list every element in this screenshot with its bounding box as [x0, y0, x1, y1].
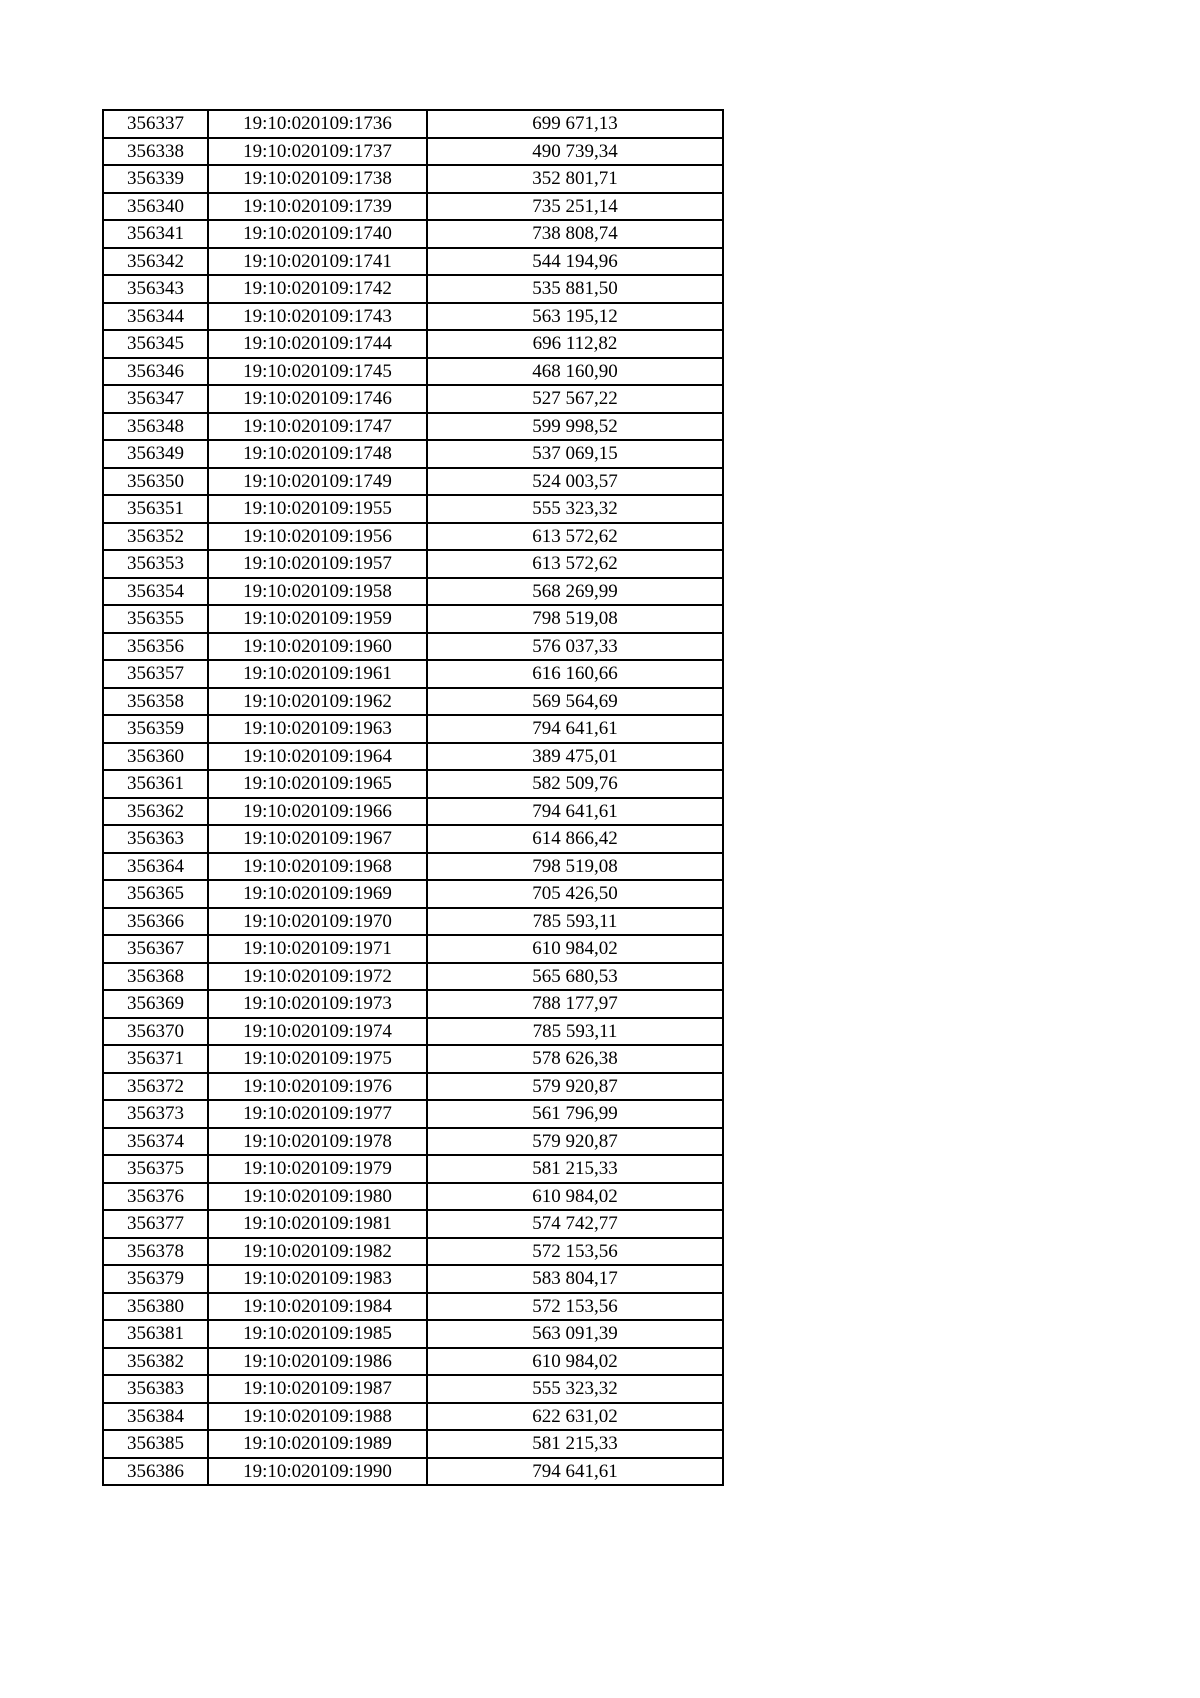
cell-value: 490 739,34 [427, 138, 723, 166]
table-row [103, 688, 723, 716]
cell-row-number: 356349 [103, 440, 208, 468]
cell-cadastral-number: 19:10:020109:1958 [208, 578, 427, 606]
cell-cadastral-number: 19:10:020109:1974 [208, 1018, 427, 1046]
cell-cadastral-number: 19:10:020109:1971 [208, 935, 427, 963]
table-row [103, 1293, 723, 1321]
cell-cadastral-number: 19:10:020109:1737 [208, 138, 427, 166]
cell-value: 563 091,39 [427, 1320, 723, 1348]
cell-value: 544 194,96 [427, 248, 723, 276]
table-row [103, 495, 723, 523]
cell-cadastral-number: 19:10:020109:1741 [208, 248, 427, 276]
cell-value: 798 519,08 [427, 605, 723, 633]
cell-value: 568 269,99 [427, 578, 723, 606]
cell-row-number: 356382 [103, 1348, 208, 1376]
cell-cadastral-number: 19:10:020109:1740 [208, 220, 427, 248]
cell-cadastral-number: 19:10:020109:1961 [208, 660, 427, 688]
cell-cadastral-number: 19:10:020109:1968 [208, 853, 427, 881]
cell-value: 352 801,71 [427, 165, 723, 193]
table-row [103, 413, 723, 441]
cell-cadastral-number: 19:10:020109:1743 [208, 303, 427, 331]
cell-value: 572 153,56 [427, 1238, 723, 1266]
cell-cadastral-number: 19:10:020109:1973 [208, 990, 427, 1018]
cell-row-number: 356342 [103, 248, 208, 276]
cell-row-number: 356356 [103, 633, 208, 661]
cell-row-number: 356350 [103, 468, 208, 496]
cell-value: 614 866,42 [427, 825, 723, 853]
cell-row-number: 356363 [103, 825, 208, 853]
cell-value: 579 920,87 [427, 1073, 723, 1101]
cell-cadastral-number: 19:10:020109:1744 [208, 330, 427, 358]
cell-row-number: 356371 [103, 1045, 208, 1073]
table-row [103, 770, 723, 798]
cell-cadastral-number: 19:10:020109:1962 [208, 688, 427, 716]
cell-row-number: 356378 [103, 1238, 208, 1266]
cell-row-number: 356360 [103, 743, 208, 771]
table-row [103, 1403, 723, 1431]
table-row [103, 275, 723, 303]
cell-row-number: 356343 [103, 275, 208, 303]
cell-cadastral-number: 19:10:020109:1742 [208, 275, 427, 303]
table-row [103, 1348, 723, 1376]
cell-value: 468 160,90 [427, 358, 723, 386]
cell-cadastral-number: 19:10:020109:1736 [208, 110, 427, 138]
cell-value: 555 323,32 [427, 1375, 723, 1403]
cell-row-number: 356364 [103, 853, 208, 881]
cell-value: 794 641,61 [427, 715, 723, 743]
cell-row-number: 356339 [103, 165, 208, 193]
cell-row-number: 356370 [103, 1018, 208, 1046]
cell-value: 524 003,57 [427, 468, 723, 496]
cell-cadastral-number: 19:10:020109:1989 [208, 1430, 427, 1458]
cell-row-number: 356374 [103, 1128, 208, 1156]
cell-row-number: 356338 [103, 138, 208, 166]
cell-value: 579 920,87 [427, 1128, 723, 1156]
table-row [103, 578, 723, 606]
cell-row-number: 356358 [103, 688, 208, 716]
table-row [103, 220, 723, 248]
cell-cadastral-number: 19:10:020109:1747 [208, 413, 427, 441]
table-row [103, 1100, 723, 1128]
cell-cadastral-number: 19:10:020109:1981 [208, 1210, 427, 1238]
cell-row-number: 356386 [103, 1458, 208, 1486]
cell-value: 616 160,66 [427, 660, 723, 688]
table-row [103, 303, 723, 331]
cell-cadastral-number: 19:10:020109:1960 [208, 633, 427, 661]
cell-row-number: 356351 [103, 495, 208, 523]
cell-value: 785 593,11 [427, 908, 723, 936]
data-table [102, 109, 724, 1486]
cell-row-number: 356348 [103, 413, 208, 441]
cell-value: 578 626,38 [427, 1045, 723, 1073]
cell-row-number: 356354 [103, 578, 208, 606]
cell-cadastral-number: 19:10:020109:1746 [208, 385, 427, 413]
cell-value: 563 195,12 [427, 303, 723, 331]
cell-cadastral-number: 19:10:020109:1984 [208, 1293, 427, 1321]
cell-value: 565 680,53 [427, 963, 723, 991]
cell-cadastral-number: 19:10:020109:1965 [208, 770, 427, 798]
cell-row-number: 356376 [103, 1183, 208, 1211]
table-row [103, 385, 723, 413]
table-row [103, 798, 723, 826]
cell-cadastral-number: 19:10:020109:1988 [208, 1403, 427, 1431]
cell-row-number: 356341 [103, 220, 208, 248]
cell-cadastral-number: 19:10:020109:1966 [208, 798, 427, 826]
cell-row-number: 356337 [103, 110, 208, 138]
cell-cadastral-number: 19:10:020109:1979 [208, 1155, 427, 1183]
cell-cadastral-number: 19:10:020109:1969 [208, 880, 427, 908]
cell-cadastral-number: 19:10:020109:1970 [208, 908, 427, 936]
cell-cadastral-number: 19:10:020109:1972 [208, 963, 427, 991]
cell-cadastral-number: 19:10:020109:1738 [208, 165, 427, 193]
cell-value: 622 631,02 [427, 1403, 723, 1431]
cell-cadastral-number: 19:10:020109:1985 [208, 1320, 427, 1348]
table-row [103, 715, 723, 743]
cell-row-number: 356368 [103, 963, 208, 991]
table-row [103, 165, 723, 193]
cell-value: 788 177,97 [427, 990, 723, 1018]
cell-row-number: 356380 [103, 1293, 208, 1321]
cell-value: 561 796,99 [427, 1100, 723, 1128]
cell-row-number: 356379 [103, 1265, 208, 1293]
cell-cadastral-number: 19:10:020109:1955 [208, 495, 427, 523]
cell-value: 798 519,08 [427, 853, 723, 881]
table-row [103, 880, 723, 908]
cell-cadastral-number: 19:10:020109:1963 [208, 715, 427, 743]
cell-value: 610 984,02 [427, 1348, 723, 1376]
cell-row-number: 356362 [103, 798, 208, 826]
cell-cadastral-number: 19:10:020109:1982 [208, 1238, 427, 1266]
cell-row-number: 356365 [103, 880, 208, 908]
cell-row-number: 356384 [103, 1403, 208, 1431]
cell-row-number: 356347 [103, 385, 208, 413]
cell-value: 576 037,33 [427, 633, 723, 661]
table-row [103, 193, 723, 221]
cell-value: 613 572,62 [427, 550, 723, 578]
cell-value: 581 215,33 [427, 1155, 723, 1183]
table-row [103, 1045, 723, 1073]
cell-value: 794 641,61 [427, 798, 723, 826]
table-row [103, 1155, 723, 1183]
table-row [103, 1375, 723, 1403]
cell-row-number: 356361 [103, 770, 208, 798]
cell-row-number: 356381 [103, 1320, 208, 1348]
table-row [103, 853, 723, 881]
table-row [103, 1018, 723, 1046]
cell-cadastral-number: 19:10:020109:1990 [208, 1458, 427, 1486]
cell-row-number: 356385 [103, 1430, 208, 1458]
cell-row-number: 356352 [103, 523, 208, 551]
cell-row-number: 356353 [103, 550, 208, 578]
table-row [103, 550, 723, 578]
cell-value: 569 564,69 [427, 688, 723, 716]
table-row [103, 1128, 723, 1156]
cell-value: 527 567,22 [427, 385, 723, 413]
table-body [103, 110, 723, 1485]
cell-cadastral-number: 19:10:020109:1959 [208, 605, 427, 633]
cell-value: 610 984,02 [427, 1183, 723, 1211]
cell-row-number: 356372 [103, 1073, 208, 1101]
cell-row-number: 356366 [103, 908, 208, 936]
table-row [103, 908, 723, 936]
table-row [103, 1238, 723, 1266]
cell-row-number: 356377 [103, 1210, 208, 1238]
table-row [103, 248, 723, 276]
cell-value: 705 426,50 [427, 880, 723, 908]
table-row [103, 523, 723, 551]
cell-value: 581 215,33 [427, 1430, 723, 1458]
table-row [103, 990, 723, 1018]
table-row [103, 440, 723, 468]
cell-value: 785 593,11 [427, 1018, 723, 1046]
cell-value: 794 641,61 [427, 1458, 723, 1486]
cell-value: 537 069,15 [427, 440, 723, 468]
cell-row-number: 356344 [103, 303, 208, 331]
cell-cadastral-number: 19:10:020109:1975 [208, 1045, 427, 1073]
cell-row-number: 356359 [103, 715, 208, 743]
table-row [103, 468, 723, 496]
cell-value: 389 475,01 [427, 743, 723, 771]
cell-cadastral-number: 19:10:020109:1748 [208, 440, 427, 468]
table-row [103, 605, 723, 633]
cell-cadastral-number: 19:10:020109:1749 [208, 468, 427, 496]
table-row [103, 1210, 723, 1238]
cell-cadastral-number: 19:10:020109:1983 [208, 1265, 427, 1293]
cell-cadastral-number: 19:10:020109:1967 [208, 825, 427, 853]
cell-cadastral-number: 19:10:020109:1957 [208, 550, 427, 578]
cell-value: 574 742,77 [427, 1210, 723, 1238]
cell-row-number: 356383 [103, 1375, 208, 1403]
cell-row-number: 356346 [103, 358, 208, 386]
table-row [103, 633, 723, 661]
cell-row-number: 356369 [103, 990, 208, 1018]
cell-cadastral-number: 19:10:020109:1956 [208, 523, 427, 551]
cell-cadastral-number: 19:10:020109:1978 [208, 1128, 427, 1156]
cell-cadastral-number: 19:10:020109:1977 [208, 1100, 427, 1128]
cell-value: 610 984,02 [427, 935, 723, 963]
cell-value: 735 251,14 [427, 193, 723, 221]
table-row [103, 1265, 723, 1293]
cell-row-number: 356373 [103, 1100, 208, 1128]
cell-cadastral-number: 19:10:020109:1987 [208, 1375, 427, 1403]
table-row [103, 963, 723, 991]
table-row [103, 1430, 723, 1458]
table-row [103, 660, 723, 688]
cell-cadastral-number: 19:10:020109:1976 [208, 1073, 427, 1101]
cell-cadastral-number: 19:10:020109:1745 [208, 358, 427, 386]
cell-cadastral-number: 19:10:020109:1986 [208, 1348, 427, 1376]
cell-row-number: 356367 [103, 935, 208, 963]
table-row [103, 1320, 723, 1348]
table-row [103, 1458, 723, 1486]
cell-value: 583 804,17 [427, 1265, 723, 1293]
table-row [103, 330, 723, 358]
table-row [103, 138, 723, 166]
cell-value: 599 998,52 [427, 413, 723, 441]
table-row [103, 825, 723, 853]
cell-value: 699 671,13 [427, 110, 723, 138]
cell-row-number: 356355 [103, 605, 208, 633]
cell-row-number: 356357 [103, 660, 208, 688]
cell-value: 582 509,76 [427, 770, 723, 798]
table-row [103, 935, 723, 963]
table-row [103, 743, 723, 771]
table-row [103, 1073, 723, 1101]
cell-value: 535 881,50 [427, 275, 723, 303]
cell-value: 555 323,32 [427, 495, 723, 523]
cell-row-number: 356375 [103, 1155, 208, 1183]
cell-value: 613 572,62 [427, 523, 723, 551]
cell-row-number: 356345 [103, 330, 208, 358]
cell-cadastral-number: 19:10:020109:1980 [208, 1183, 427, 1211]
table-row [103, 1183, 723, 1211]
cell-row-number: 356340 [103, 193, 208, 221]
cell-cadastral-number: 19:10:020109:1964 [208, 743, 427, 771]
cell-cadastral-number: 19:10:020109:1739 [208, 193, 427, 221]
table-row [103, 358, 723, 386]
cell-value: 572 153,56 [427, 1293, 723, 1321]
cell-value: 696 112,82 [427, 330, 723, 358]
cell-value: 738 808,74 [427, 220, 723, 248]
table-row [103, 110, 723, 138]
